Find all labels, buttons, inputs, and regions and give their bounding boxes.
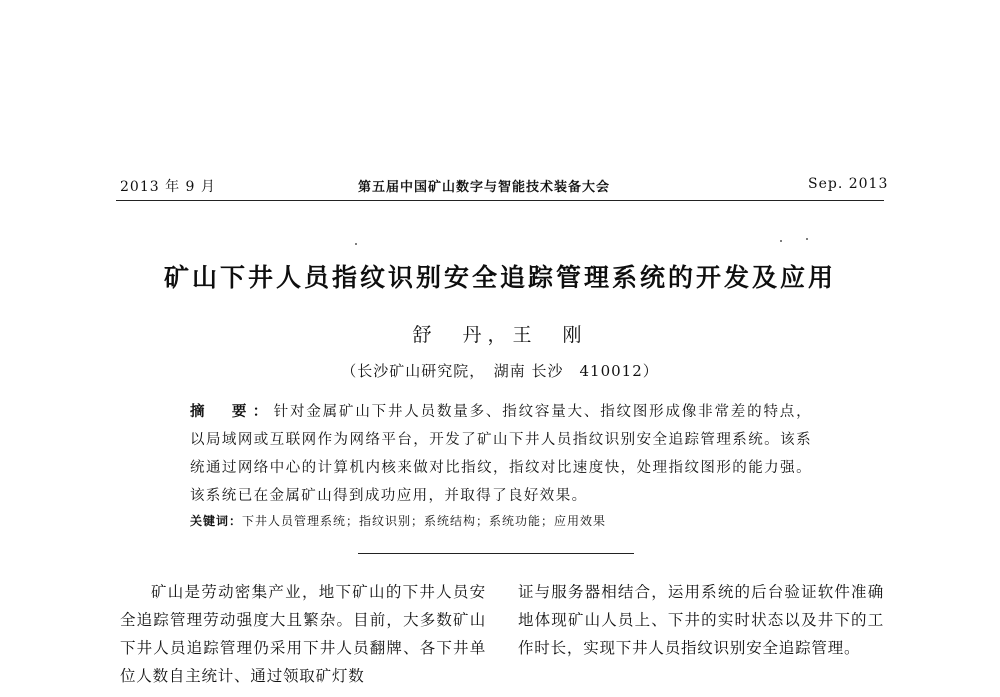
- abstract-text: 针对金属矿山下井人员数量多、指纹容量大、指纹图形成像非常差的特点，以局域网或互联网作为网络平台，开发了矿山下井人员指纹识别安全追踪管理系统。该系统通过网络中心的计算机内核来做对比指纹，指纹对比速度快，处理指纹图形的能力强。该系统已在金属矿山得到成功应用，并取得了良好效果。: [190, 404, 812, 504]
- abstract-block: [190, 398, 812, 532]
- affiliation: （长沙矿山研究院， 湖南 长沙 410012）: [341, 362, 659, 380]
- paper-title: 矿山下井人员指纹识别安全追踪管理系统的开发及应用: [163, 263, 836, 292]
- body-column-left: [120, 578, 486, 690]
- header-date-en: Sep. 2013: [808, 176, 889, 192]
- abstract: [190, 398, 812, 510]
- scan-speck: [806, 238, 808, 240]
- body-paragraph-right: 证与服务器相结合，运用系统的后台验证软件准确地体现矿山人员上、下井的实时状态以及井下的工作时长，实现下井人员指纹识别安全追踪管理。: [518, 583, 884, 657]
- header-conference: 第五届中国矿山数字与智能技术装备大会: [358, 180, 611, 195]
- scan-speck: [355, 243, 357, 245]
- header-date-cn: 2013 年 9 月: [120, 179, 216, 195]
- keywords-label: 关键词：: [190, 514, 243, 528]
- authors: 舒 丹，王 刚: [412, 324, 588, 346]
- abstract-label: 摘 要：: [190, 403, 274, 420]
- body-column-right: [518, 578, 884, 662]
- keywords: [190, 510, 812, 532]
- section-separator: [358, 553, 634, 554]
- keywords-text: 下井人员管理系统；指纹识别；系统结构；系统功能；应用效果: [242, 514, 607, 528]
- body-paragraph-left: 矿山是劳动密集产业，地下矿山的下井人员安全追踪管理劳动强度大且繁杂。目前，大多数矿山下井人员追踪管理仍采用下井人员翻牌、各下井单位人数自主统计、通过领取矿灯数: [120, 583, 486, 685]
- header-rule: [116, 200, 884, 201]
- scan-speck: [780, 240, 782, 242]
